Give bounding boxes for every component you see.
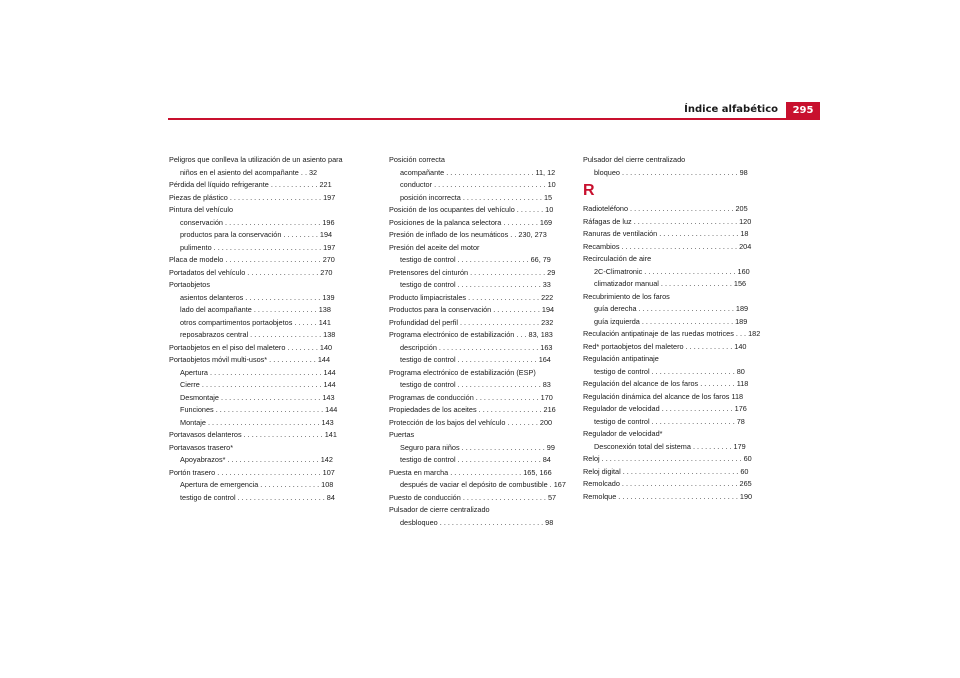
index-entry: Propiedades de los aceites . . . . . . . . . . . . . . . . 216 [389,405,556,414]
index-entry: Puertas [389,430,415,439]
index-entry: Remolcado . . . . . . . . . . . . . . . . . . . . . . . . . . . . . 265 [583,479,752,488]
index-subentry: descripción . . . . . . . . . . . . . . . . . . . . . . . . . 163 [400,342,553,352]
index-subentry: reposabrazos central . . . . . . . . . . . . . . . . . . 138 [180,330,336,339]
index-entry: Pulsador del cierre centralizado [583,155,686,164]
index-subentry: 2C-Climatronic . . . . . . . . . . . . . . . . . . . . . . . 160 [594,266,750,276]
letter-heading: R [583,182,595,199]
index-subentry: Montaje . . . . . . . . . . . . . . . . . . . . . . . . . . . . 143 [180,417,334,427]
index-entry: Puesto de conducción . . . . . . . . . . . . . . . . . . . . . 57 [389,492,557,502]
index-subentry: conductor . . . . . . . . . . . . . . . . . . . . . . . . . . . . 10 [400,180,556,189]
index-entry: Regulación antipatinaje [583,354,659,363]
index-subentry: asientos delanteros . . . . . . . . . . . . . . . . . . . 139 [180,292,335,302]
index-subentry: Funciones . . . . . . . . . . . . . . . . . . . . . . . . . . . 144 [180,405,338,414]
index-column-1 [169,154,357,504]
index-subentry: testigo de control . . . . . . . . . . . . . . . . . . . . 164 [400,355,551,364]
index-subentry: testigo de control . . . . . . . . . . . . . . . . . . . . . . 84 [180,492,335,502]
index-subentry: posición incorrecta . . . . . . . . . . . . . . . . . . . . 15 [400,192,553,202]
index-entry: Pérdida del líquido refrigerante . . . . . . . . . . . . 221 [169,180,332,189]
index-entry: Pintura del vehículo [169,205,234,214]
index-subentry: conservación . . . . . . . . . . . . . . . . . . . . . . . . 196 [180,217,335,227]
index-subentry: testigo de control . . . . . . . . . . . . . . . . . . . . . 84 [400,455,551,464]
index-entry: Peligros que conlleva la utilización de un asiento para niños en el asiento del acompañante . . 32 [169,155,343,177]
index-column-2 [389,154,577,529]
index-entry: Placa de modelo . . . . . . . . . . . . . . . . . . . . . . . . 270 [169,255,335,264]
index-subentry: guía derecha . . . . . . . . . . . . . . . . . . . . . . . . 189 [594,304,749,313]
index-entry: Regulación del alcance de los faros . . . . . . . . . 118 [583,379,749,388]
header-divider [168,118,820,120]
page-number: 295 [786,102,820,119]
index-entry: Recambios . . . . . . . . . . . . . . . . . . . . . . . . . . . . . 204 [583,241,752,251]
index-entry: Presión de inflado de los neumáticos . . 230, 273 [389,230,547,239]
index-subentry: otros compartimentos portaobjetos . . . . . . 141 [180,317,331,327]
index-subentry: Desconexión total del sistema . . . . . . . . . . 179 [594,441,746,451]
index-entry: Piezas de plástico . . . . . . . . . . . . . . . . . . . . . . . 197 [169,192,336,202]
index-subentry: después de vaciar el depósito de combustible . 167 [400,480,566,489]
index-entry: Puesta en marcha . . . . . . . . . . . . . . . . . . 165, 166 [389,467,552,477]
index-entry: Portón trasero . . . . . . . . . . . . . . . . . . . . . . . . . . 107 [169,467,335,477]
section-title: Índice alfabético [684,104,778,115]
index-entry: Reloj . . . . . . . . . . . . . . . . . . . . . . . . . . . . . . . . . . . 60 [583,454,752,463]
index-entry: Pretensores del cinturón . . . . . . . . . . . . . . . . . . . 29 [389,267,556,277]
index-entry: Portaobjetos móvil multi-usos* . . . . . . . . . . . . 144 [169,355,330,364]
index-entry: Programa electrónico de estabilización . . . 83, 183 [389,330,553,339]
index-entry: Programas de conducción . . . . . . . . . . . . . . . . 170 [389,392,553,402]
index-entry: Recubrimiento de los faros [583,291,670,301]
index-subentry: pulimento . . . . . . . . . . . . . . . . . . . . . . . . . . . 197 [180,242,336,252]
index-entry: Ráfagas de luz . . . . . . . . . . . . . . . . . . . . . . . . . . 120 [583,216,752,226]
index-entry: Posiciones de la palanca selectora . . . . . . . . . 169 [389,217,553,227]
index-entry: Portaobjetos en el piso del maletero . . . . . . . . 140 [169,342,333,352]
index-subentry: Seguro para niños . . . . . . . . . . . . . . . . . . . . . 99 [400,442,555,452]
index-entry: Portadatos del vehículo . . . . . . . . . . . . . . . . . . 270 [169,267,333,277]
index-subentry: testigo de control . . . . . . . . . . . . . . . . . . . . . 78 [594,416,745,426]
index-subentry: productos para la conservación . . . . . . . . . 194 [180,230,333,239]
index-entry: Posición correcta [389,155,445,164]
index-subentry: testigo de control . . . . . . . . . . . . . . . . . . . . . 83 [400,380,551,389]
index-subentry: lado del acompañante . . . . . . . . . . . . . . . . 138 [180,305,331,314]
index-subentry: Apoyabrazos* . . . . . . . . . . . . . . . . . . . . . . . 142 [180,455,333,464]
index-entry: Portavasos trasero* [169,442,234,452]
index-entry: Regulador de velocidad* [583,429,663,438]
index-subentry: testigo de control . . . . . . . . . . . . . . . . . . . . . 33 [400,280,551,289]
index-entry: Regulador de velocidad . . . . . . . . . . . . . . . . . . 176 [583,404,747,413]
index-subentry: desbloqueo . . . . . . . . . . . . . . . . . . . . . . . . . . 98 [400,517,554,527]
index-subentry: testigo de control . . . . . . . . . . . . . . . . . . 66, 79 [400,255,551,264]
index-entry: Radioteléfono . . . . . . . . . . . . . . . . . . . . . . . . . . 205 [583,204,748,213]
index-entry: Profundidad del perfil . . . . . . . . . . . . . . . . . . . . 232 [389,317,554,327]
index-subentry: climatizador manual . . . . . . . . . . . . . . . . . . 156 [594,279,747,288]
index-entry: Recirculación de aire [583,254,652,263]
index-entry: Productos para la conservación . . . . . . . . . . . . 194 [389,305,555,314]
index-entry: Programa electrónico de estabilización (ESP) [389,367,536,377]
index-entry: Posición de los ocupantes del vehículo . . . . . . . 10 [389,205,554,214]
index-entry: Portaobjetos [169,280,210,289]
index-column-3 [583,154,771,503]
index-subentry: testigo de control . . . . . . . . . . . . . . . . . . . . . 80 [594,366,745,376]
index-entry: Reloj digital . . . . . . . . . . . . . . . . . . . . . . . . . . . . . 60 [583,466,749,476]
index-entry: Regulación dinámica del alcance de los faros 118 [583,391,744,401]
index-subentry: Cierre . . . . . . . . . . . . . . . . . . . . . . . . . . . . . . 144 [180,380,336,389]
index-entry: Remolque . . . . . . . . . . . . . . . . . . . . . . . . . . . . . . 190 [583,491,753,501]
index-entry: Ranuras de ventilación . . . . . . . . . . . . . . . . . . . . 18 [583,229,749,238]
index-subentry: Desmontaje . . . . . . . . . . . . . . . . . . . . . . . . . 143 [180,392,335,402]
index-entry: Pulsador de cierre centralizado [389,505,490,514]
index-subentry: guía izquierda . . . . . . . . . . . . . . . . . . . . . . . 189 [594,316,748,326]
index-entry: Producto limpiacristales . . . . . . . . . . . . . . . . . . 222 [389,292,554,302]
index-subentry: Apertura de emergencia . . . . . . . . . . . . . . . 108 [180,480,334,489]
index-subentry: bloqueo . . . . . . . . . . . . . . . . . . . . . . . . . . . . . 98 [594,167,748,177]
index-entry: Red* portaobjetos del maletero . . . . . . . . . . . . 140 [583,341,747,351]
index-entry: Protección de los bajos del vehículo . . . . . . . . 200 [389,417,553,427]
index-entry: Presión del aceite del motor [389,242,480,252]
index-entry: Reculación antipatinaje de las ruedas motrices . . . 182 [583,329,761,338]
index-entry: Portavasos delanteros . . . . . . . . . . . . . . . . . . . . 141 [169,430,337,439]
index-subentry: Apertura . . . . . . . . . . . . . . . . . . . . . . . . . . . . 144 [180,367,336,377]
index-subentry: acompañante . . . . . . . . . . . . . . . . . . . . . . 11, 12 [400,167,556,177]
